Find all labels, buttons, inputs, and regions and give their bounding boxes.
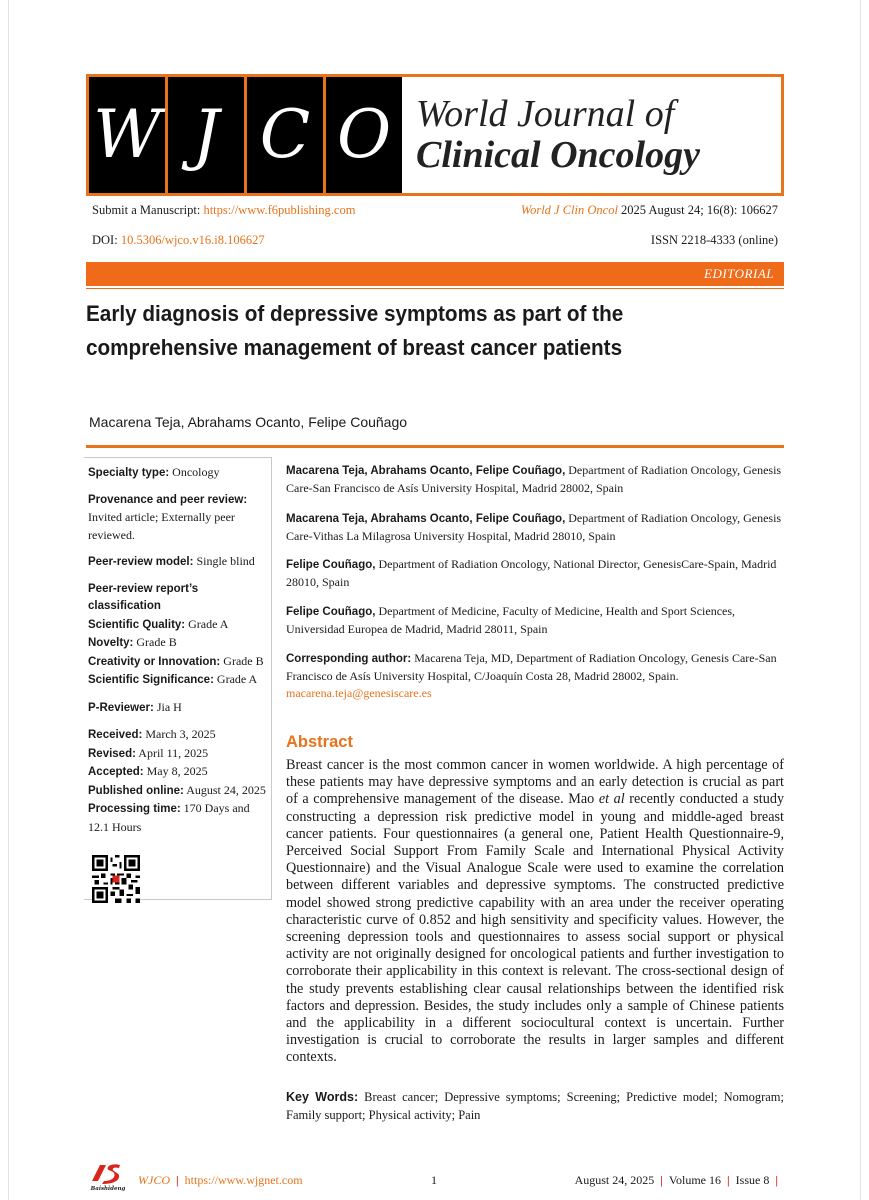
logo-letter: C (259, 96, 311, 173)
journal-logo (89, 77, 402, 193)
affiliation: Macarena Teja, Abrahams Ocanto, Felipe Couñago, Department of Radiation Oncology, Genesis Care-San Francisco de Asís University Hospital, Madrid 28002, Spain (286, 463, 782, 495)
meta-row-doi (92, 233, 778, 248)
corresponding-author: Corresponding author: Macarena Teja, MD, Department of Radiation Oncology, Genesis Care-San Francisco de Asís University Hospital, C/Joaquín Costa 28, Madrid 28002, Spain. macarena.teja@genesiscare.es (286, 651, 777, 700)
abstract-body: Breast cancer is the most common cancer in women worldwide. A high percentage of these patients may have depressive symptoms and an early detection is crucial as part of a comprehensive management of the disease. Mao et al recently conducted a study constructing a depression risk predictive model in young and middle-aged breast cancer patients. Four questionnaires (a general one, Patient Health Questionnaire-9, Perceived Social Support From Family Scale and International Physical Activity Questionnaire) and the Visual Analogue Scale were used to examine the correlation between different variables and depressive symptoms. The constructed predictive model showed strong predictive capability with an area under the receiver operating characteristic curve of 0.852 and high sensitivity and specificity values. However, the screening depression tools and questionnaires to assess social support or physical activity are not originally designed for oncological patients and further investigation to corroborate their applicability in this context is relevant. The cross-sectional design of the study prevents establishing clear causal relationships between the identified risk factors and depression. Besides, the study includes only a sample of Chinese patients and the applicability in a different sociocultural context is uncertain. Further investigation is crucial to corroborate the results in larger samples and different contexts. (286, 757, 785, 1066)
affiliation: Felipe Couñago, Department of Medicine, Faculty of Medicine, Health and Sport Sciences, Universidad Europea de Madrid, Madrid 28011, Spain (286, 604, 736, 636)
journal-name-line2: Clinical Oncology (416, 133, 700, 176)
citation-details: 2025 August 24; 16(8): 106627 (621, 203, 778, 217)
provenance: Provenance and peer review: Invited article; Externally peer reviewed. (88, 493, 248, 542)
submit-label: Submit a Manuscript: (92, 203, 201, 217)
peer-review-classification: Peer-review report’s classification Scientific Quality: Grade A Novelty: Grade B Creativity or Innovation: Grade B Scientific Significance: Grade A (88, 582, 264, 686)
abstract-heading: Abstract (286, 733, 353, 751)
affiliation: Felipe Couñago, Department of Radiation Oncology, National Director, GenesisCare-Spain, Madrid 28010, Spain (286, 557, 777, 589)
qr-code-icon[interactable] (92, 855, 140, 903)
author-email-link[interactable]: macarena.teja@genesiscare.es (286, 686, 432, 700)
issn: ISSN 2218-4333 (online) (650, 233, 778, 247)
article-dates: Received: March 3, 2025 Revised: April 11, 2025 Accepted: May 8, 2025 Published online: August 24, 2025 Processing time: 170 Days and 12.1 Hours (88, 727, 266, 834)
footer-issue: Issue 8 (735, 1173, 770, 1187)
page-footer: Baishideng WJCO | https://www.wjgnet.com 1 August 24, 2025 | Volume 16 | Issue 8 | (86, 1165, 784, 1195)
section-label: EDITORIAL (704, 266, 774, 281)
doi-link[interactable]: 10.5306/wjco.v16.i8.106627 (120, 233, 265, 247)
meta-row-submit (92, 203, 778, 218)
citation-journal: World J Clin Oncol (520, 203, 618, 217)
specialty-type: Specialty type: Oncology (88, 465, 220, 479)
publisher-logo-icon (86, 1161, 130, 1191)
logo-letter: O (336, 96, 392, 173)
logo-letter: J (192, 96, 220, 173)
footer-volume: Volume 16 (668, 1173, 722, 1187)
footer-journal-abbr: WJCO (138, 1173, 170, 1187)
divider (86, 445, 784, 448)
p-reviewer: P-Reviewer: Jia H (88, 699, 182, 714)
article-authors: Macarena Teja, Abrahams Ocanto, Felipe Couñago (89, 414, 408, 430)
footer-date: August 24, 2025 (574, 1173, 655, 1187)
peer-review-model: Peer-review model: Single blind (88, 554, 255, 568)
page-number: 1 (431, 1173, 437, 1187)
section-banner (86, 262, 784, 286)
journal-masthead (86, 74, 784, 196)
article-title: Early diagnosis of depressive symptoms as part of the comprehensive management of breast cancer patients (86, 301, 624, 360)
journal-name (402, 77, 781, 193)
logo-letter: W (93, 96, 161, 173)
keywords: Key Words: Breast cancer; Depressive symptoms; Screening; Predictive model; Nomogram; Family support; Physical activity; Pain (286, 1090, 784, 1122)
article-info-sidebar (84, 457, 272, 900)
doi-label: DOI: (92, 233, 118, 247)
journal-name-line1: World Journal of (416, 93, 675, 135)
publisher-name: Baishideng (90, 1186, 126, 1191)
affiliation: Macarena Teja, Abrahams Ocanto, Felipe Couñago, Department of Radiation Oncology, Genesis Care-Vithas La Milagrosa University Hospital, Madrid 28010, Spain (286, 511, 782, 543)
footer-url-link[interactable]: https://www.wjgnet.com (184, 1173, 303, 1187)
submit-link[interactable]: https://www.f6publishing.com (203, 203, 356, 217)
